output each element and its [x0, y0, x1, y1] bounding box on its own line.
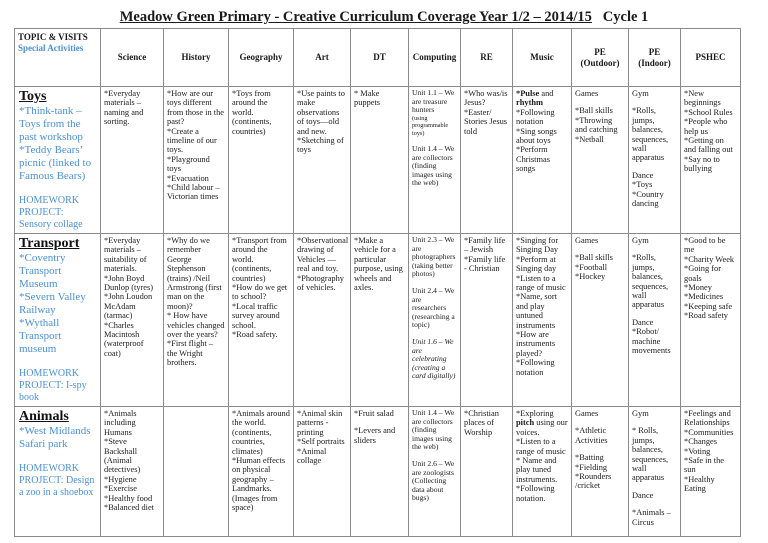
cell-line: *Evacuation	[167, 173, 209, 183]
art-cell	[294, 87, 351, 234]
header-pe-outdoor-l2: (Outdoor)	[580, 57, 620, 68]
science-cell	[101, 234, 164, 407]
visit-item: *Severn Valley Railway	[19, 291, 86, 316]
cell-line: *Safe in the sun	[684, 456, 725, 475]
header-science: Science	[101, 29, 164, 87]
cell-line: *John Boyd Dunlop (tyres)	[104, 273, 154, 293]
cell-line: *How do we get to school?	[232, 283, 288, 302]
visit-item: *Wythall Transport museum	[19, 317, 62, 355]
cell-line: *Animal collage	[297, 446, 327, 466]
visit-item: *Coventry Transport Museum	[19, 252, 66, 290]
cell-line: *Animals around the world.	[232, 409, 290, 428]
music-cell	[513, 87, 572, 234]
cell-line: *Exploring	[516, 409, 554, 418]
computing-cell	[409, 87, 461, 234]
topic-cell	[15, 407, 101, 537]
cell-line: *Say no to bullying	[684, 154, 720, 174]
topic-row-toys	[15, 87, 741, 234]
cell-line: *Christian places of Worship	[464, 409, 499, 437]
cell-line: *Playground toys	[167, 154, 210, 174]
pe-heading: Gym	[632, 89, 649, 98]
cell-line: *Athletic Activities	[575, 426, 608, 445]
topic-row-transport	[15, 234, 741, 407]
cell-line: *Money	[684, 283, 712, 293]
cell-line: *Make a vehicle for a particular purpose, using wheels and axles.	[354, 236, 403, 293]
header-topic-label: TOPIC & VISITS	[18, 32, 88, 42]
computing-unit-note: (using programmable toys)	[412, 114, 449, 137]
cell-line: * Make puppets	[354, 89, 381, 108]
cell-line: *Throwing and catching	[575, 115, 618, 135]
header-row	[15, 29, 741, 87]
cell-line: (Images from space)	[232, 493, 278, 513]
pe-heading: Gym	[632, 409, 649, 418]
topic-name: Transport	[19, 236, 80, 251]
cell-line: *Ball skills	[575, 106, 613, 116]
cell-line: *Voting	[684, 446, 711, 456]
re-cell	[461, 87, 513, 234]
cell-line: *New beginnings	[684, 89, 721, 108]
cell-line: *Listen to a range of music	[516, 437, 566, 456]
history-cell	[164, 234, 229, 407]
header-pe-indoor	[629, 29, 681, 87]
cell-line: *Exercise	[104, 484, 138, 494]
cell-line: *Following notation.	[516, 484, 555, 503]
header-pshec: PSHEC	[681, 29, 741, 87]
pe-heading: Games	[575, 236, 599, 245]
geography-cell	[229, 87, 294, 234]
cell-line: *Singing for Singing Day	[516, 236, 559, 255]
cell-line: *Good to be me	[684, 236, 726, 255]
music-bold-rhythm: rhythm	[516, 98, 543, 108]
music-bold-pitch: pitch	[516, 418, 535, 428]
cell-line: *Football	[575, 262, 608, 272]
computing-unit: Unit 1.4 – We are collectors (finding images using the web)	[412, 408, 455, 452]
history-cell	[164, 87, 229, 234]
cell-line: *Road safety.	[232, 330, 278, 340]
topic-name: Animals	[19, 409, 69, 424]
cell-line: *Changes	[684, 437, 718, 447]
pe-heading: Gym	[632, 236, 649, 245]
re-cell	[461, 234, 513, 407]
header-music: Music	[513, 29, 572, 87]
music-cell	[513, 234, 572, 407]
cell-line: * Name and play tuned instruments.	[516, 456, 558, 484]
cell-line: *Listen to a range of music	[516, 273, 566, 293]
cell-line: *John Loudon McAdam (tarmac)	[104, 292, 153, 321]
cell-line: *Rounders /cricket	[575, 472, 612, 491]
cell-line: *How are our toys different from those in the past?	[167, 89, 224, 127]
computing-unit: Unit 2.4 – We are researchers (researching a topic)	[412, 285, 455, 330]
topic-name: Toys	[19, 89, 47, 104]
cell-line: *Road safety	[684, 311, 728, 321]
dt-cell	[351, 234, 409, 407]
header-dt: DT	[351, 29, 409, 87]
cell-line: *Feelings and Relationships	[684, 409, 731, 428]
cell-line: (continents, countries, climates)	[232, 427, 272, 456]
cell-line: *Local traffic survey around school.	[232, 301, 280, 330]
cell-line: and	[539, 89, 554, 98]
cell-line: *Everyday materials – naming and sorting.	[104, 89, 144, 127]
computing-unit: Unit 2.6 – We are zoologists (Collecting data about bugs)	[412, 458, 455, 503]
cell-line: *Charles Macintosh (waterproof coat)	[104, 320, 144, 358]
cell-line: *Healthy food	[104, 493, 153, 503]
music-bold-pulse: *Pulse	[516, 89, 540, 98]
science-cell	[101, 87, 164, 234]
cell-line: *Everyday materials – suitability of materials.	[104, 236, 147, 274]
cell-line: *Family life – Jewish	[464, 236, 506, 255]
cell-line: *Hygiene	[104, 474, 137, 484]
cell-line: *School Rules	[684, 107, 733, 117]
cell-line: *Animals including Humans	[104, 409, 137, 437]
cell-line: *How are instruments played?	[516, 330, 556, 358]
cell-line: *Photography of vehicles.	[297, 273, 344, 293]
cell-line: *Animals – Circus	[632, 508, 671, 527]
pe-indoor-cell	[629, 234, 681, 407]
header-geography: Geography	[229, 29, 294, 87]
cell-line: *Human effects on physical geography – Landmarks.	[232, 456, 286, 494]
computing-unit: Unit 1.6 – We are celebrating (creating a card digitally)	[412, 336, 456, 381]
computing-unit: Unit 2.3 – We are photographers (taking better photos)	[412, 235, 456, 279]
cell-line: *Keeping safe	[684, 301, 733, 311]
cell-line: using our voices.	[516, 418, 568, 437]
topic-cell	[15, 234, 101, 407]
geography-cell	[229, 407, 294, 537]
cell-line: * Rolls, jumps, balances, sequences, wall apparatus	[632, 426, 669, 483]
header-special-activities: Special Activities	[18, 43, 84, 53]
cell-line: *Toys from around the world.	[232, 89, 271, 117]
re-cell	[461, 407, 513, 537]
cell-line: *First flight – the Wright brothers.	[167, 339, 214, 368]
art-cell	[294, 234, 351, 407]
computing-cell	[409, 407, 461, 537]
history-cell	[164, 407, 229, 537]
cell-line: *Sketching of toys	[297, 136, 344, 155]
cell-line: *Country dancing	[632, 189, 664, 209]
cell-line: *Fielding	[575, 462, 608, 472]
cell-line: *People who help us	[684, 117, 728, 136]
homework-project: HOMEWORK PROJECT: Design a zoo in a shoebox	[19, 463, 95, 498]
cell-line: *Balanced diet	[104, 503, 154, 513]
cell-line: *Healthy Eating	[684, 474, 715, 494]
cell-line: *Observational drawing of Vehicles — real and toy.	[297, 236, 349, 274]
title-main: Meadow Green Primary - Creative Curriculum Coverage Year 1/2 – 2014/15	[119, 9, 592, 25]
cell-line: (continents, countries)	[232, 117, 272, 136]
cell-line: *Perform Christmas songs	[516, 145, 550, 174]
pshec-cell	[681, 234, 741, 407]
geography-cell	[229, 234, 294, 407]
title-cycle: Cycle 1	[602, 9, 649, 25]
header-pe-indoor-l1: PE	[648, 46, 661, 57]
topic-cell	[15, 87, 101, 234]
pe-heading: Games	[575, 409, 599, 418]
document-title	[0, 9, 768, 26]
pshec-cell	[681, 87, 741, 234]
pshec-cell	[681, 407, 741, 537]
cell-line: *Rolls, jumps, balances, sequences, wall apparatus	[632, 253, 669, 310]
cell-line: *Create a timeline of our toys.	[167, 126, 217, 155]
header-topic	[15, 29, 101, 87]
visit-item: *Think-tank – Toys from the past workshop	[19, 105, 83, 143]
cell-line: *Transport from around the world.	[232, 236, 287, 264]
music-cell	[513, 407, 572, 537]
cell-line: *Fruit salad	[354, 409, 394, 418]
cell-line: *Steve Backshall (Animal detectives)	[104, 437, 141, 475]
pe-indoor-cell	[629, 87, 681, 234]
cell-line: *Family life - Christian	[464, 254, 506, 274]
cell-line: (continents, countries)	[232, 264, 272, 283]
header-pe-outdoor-l1: PE	[594, 46, 606, 57]
cell-line: *Following notation	[516, 358, 555, 377]
pe-dance-heading: Dance	[632, 490, 654, 500]
dt-cell	[351, 87, 409, 234]
art-cell	[294, 407, 351, 537]
pe-dance-heading: Dance	[632, 317, 654, 327]
cell-line: *Charity Week	[684, 254, 735, 264]
header-pe-outdoor	[572, 29, 629, 87]
cell-line: *Animal skin patterns - printing	[297, 409, 343, 437]
cell-line: *Self portraits	[297, 437, 345, 447]
curriculum-table	[14, 28, 741, 537]
cell-line: *Perform at Singing day	[516, 254, 557, 274]
header-art: Art	[294, 29, 351, 87]
homework-project: HOMEWORK PROJECT: Sensory collage	[19, 195, 83, 230]
pe-indoor-cell	[629, 407, 681, 537]
cell-line: *Batting	[575, 453, 604, 463]
cell-line: *Following notation	[516, 107, 555, 127]
cell-line: *Robot/ machine movements	[632, 327, 671, 356]
computing-unit: Unit 1.1 – We are treasure hunters	[412, 88, 455, 115]
cell-line: *Communities	[684, 427, 734, 437]
topic-row-animals	[15, 407, 741, 537]
header-history: History	[164, 29, 229, 87]
cell-line: *Getting on and falling out	[684, 136, 733, 155]
science-cell	[101, 407, 164, 537]
cell-line: * How have vehicles changed over the years?	[167, 311, 225, 340]
cell-line: *Levers and sliders	[354, 426, 396, 445]
homework-project: HOMEWORK PROJECT: I-spy book	[19, 368, 87, 403]
pe-dance-heading: Dance	[632, 170, 654, 180]
visit-item: *West Midlands Safari park	[19, 425, 91, 450]
pe-heading: Games	[575, 89, 599, 98]
pe-outdoor-cell	[572, 407, 629, 537]
header-pe-indoor-l2: (Indoor)	[638, 57, 671, 68]
cell-line: *Why do we remember George Stephenson (trains) /Neil Armstrong (first man on the moon)?	[167, 236, 222, 311]
pe-outdoor-cell	[572, 87, 629, 234]
cell-line: *Sing songs about toys	[516, 126, 557, 146]
dt-cell	[351, 407, 409, 537]
pe-outdoor-cell	[572, 234, 629, 407]
cell-line: *Medicines	[684, 292, 724, 302]
computing-cell	[409, 234, 461, 407]
cell-line: *Toys	[632, 180, 653, 190]
cell-line: *Going for goals	[684, 264, 721, 283]
computing-unit: Unit 1.4 – We are collectors (finding images using the web)	[412, 144, 455, 188]
cell-line: *Hockey	[575, 272, 606, 282]
cell-line: *Name, sort and play untuned instruments	[516, 292, 557, 330]
cell-line: *Easter/ Stories Jesus told	[464, 107, 508, 136]
header-computing: Computing	[409, 29, 461, 87]
cell-line: *Use paints to make observations of toys—old and new.	[297, 89, 345, 136]
cell-line: *Ball skills	[575, 253, 613, 263]
cell-line: *Rolls, jumps, balances, sequences, wall apparatus	[632, 106, 669, 163]
cell-line: *Child labour – Victorian times	[167, 183, 220, 202]
visit-item: *Teddy Bears’ picnic (linked to Famous Bears)	[19, 144, 92, 182]
header-re: RE	[461, 29, 513, 87]
cell-line: *Who was/is Jesus?	[464, 89, 508, 108]
cell-line: *Netball	[575, 134, 604, 144]
